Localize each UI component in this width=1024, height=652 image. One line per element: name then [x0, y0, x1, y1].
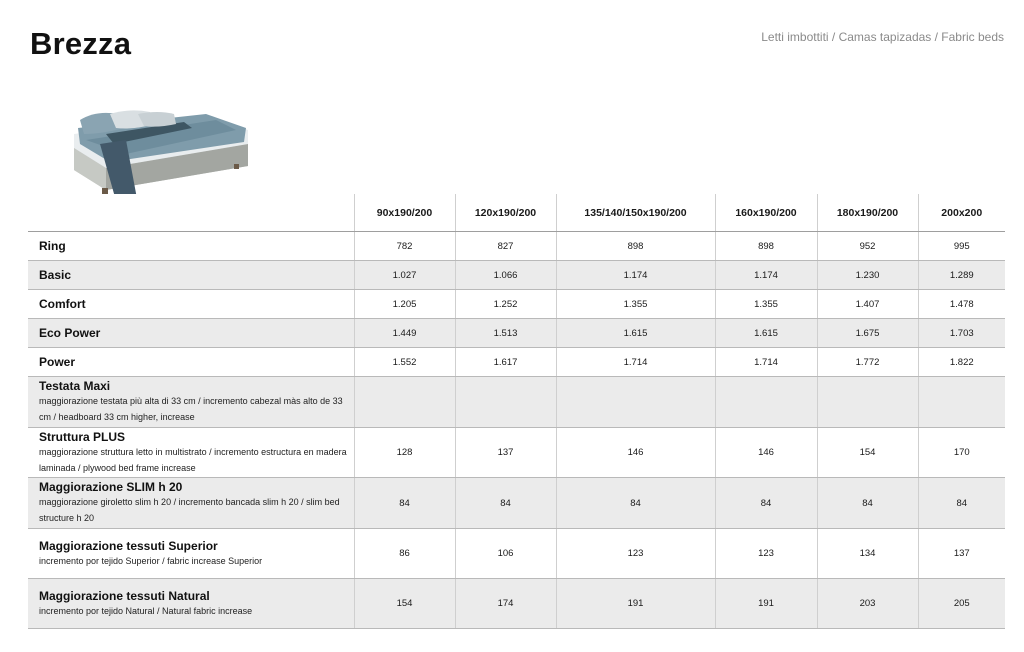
table-row [28, 348, 1005, 377]
price-cell [556, 377, 715, 428]
price-cell [715, 377, 817, 428]
row-label-cell [28, 428, 354, 478]
price-cell: 84 [354, 478, 455, 529]
price-cell: 782 [354, 232, 455, 261]
price-cell: 84 [455, 478, 556, 529]
price-cell: 174 [455, 579, 556, 629]
price-cell: 1.027 [354, 261, 455, 290]
price-cell: 137 [918, 529, 1005, 579]
price-cell: 1.252 [455, 290, 556, 319]
price-cell: 1.407 [817, 290, 918, 319]
price-cell: 84 [817, 478, 918, 529]
price-cell: 1.714 [715, 348, 817, 377]
price-cell: 1.066 [455, 261, 556, 290]
price-cell: 137 [455, 428, 556, 478]
row-label-cell [28, 319, 354, 348]
price-cell: 128 [354, 428, 455, 478]
column-header: 135/140/150x190/200 [556, 194, 715, 232]
row-label-cell [28, 529, 354, 579]
price-cell: 1.822 [918, 348, 1005, 377]
table-row [28, 478, 1005, 529]
price-cell: 1.615 [715, 319, 817, 348]
price-cell: 1.478 [918, 290, 1005, 319]
price-cell: 123 [715, 529, 817, 579]
price-cell: 170 [918, 428, 1005, 478]
price-cell: 952 [817, 232, 918, 261]
row-label: Power [39, 355, 76, 369]
price-cell: 1.675 [817, 319, 918, 348]
price-cell: 898 [715, 232, 817, 261]
price-cell: 898 [556, 232, 715, 261]
price-table [28, 194, 1005, 629]
row-label: Maggiorazione SLIM h 20 [39, 480, 183, 494]
price-cell: 134 [817, 529, 918, 579]
price-cell: 205 [918, 579, 1005, 629]
price-cell: 106 [455, 529, 556, 579]
price-cell: 995 [918, 232, 1005, 261]
column-header: 180x190/200 [817, 194, 918, 232]
category-subtitle: Letti imbottiti / Camas tapizadas / Fabric beds [761, 30, 1004, 44]
price-cell: 1.772 [817, 348, 918, 377]
row-label: Comfort [39, 297, 86, 311]
price-cell: 154 [817, 428, 918, 478]
price-cell: 1.205 [354, 290, 455, 319]
price-cell: 203 [817, 579, 918, 629]
table-row [28, 377, 1005, 428]
price-cell: 1.615 [556, 319, 715, 348]
price-cell: 84 [556, 478, 715, 529]
row-description: maggiorazione struttura letto in multistrato / incremento estructura en madera laminada / plywood bed frame increase [39, 446, 347, 473]
row-label: Ring [39, 239, 66, 253]
price-cell: 1.449 [354, 319, 455, 348]
row-label-cell [28, 261, 354, 290]
row-label-cell [28, 579, 354, 629]
row-label-cell [28, 377, 354, 428]
price-cell: 1.552 [354, 348, 455, 377]
column-header: 160x190/200 [715, 194, 817, 232]
row-label-cell [28, 290, 354, 319]
table-row [28, 261, 1005, 290]
table-row [28, 529, 1005, 579]
table-row [28, 579, 1005, 629]
price-cell [817, 377, 918, 428]
price-cell [918, 377, 1005, 428]
price-cell: 86 [354, 529, 455, 579]
price-cell [455, 377, 556, 428]
price-cell: 1.230 [817, 261, 918, 290]
price-cell: 1.355 [556, 290, 715, 319]
price-cell: 191 [715, 579, 817, 629]
price-cell: 1.714 [556, 348, 715, 377]
page-title: Brezza [30, 26, 132, 61]
row-label: Maggiorazione tessuti Superior [39, 538, 218, 553]
column-header: 120x190/200 [455, 194, 556, 232]
table-row [28, 290, 1005, 319]
price-cell [354, 377, 455, 428]
row-label: Maggiorazione tessuti Natural [39, 588, 210, 603]
row-label: Basic [39, 268, 72, 282]
price-cell: 1.617 [455, 348, 556, 377]
row-label-cell [28, 232, 354, 261]
row-label: Eco Power [39, 326, 101, 340]
row-label: Testata Maxi [39, 379, 111, 393]
header-blank-cell [28, 194, 354, 232]
row-description: incremento por tejido Natural / Natural fabric increase [39, 605, 253, 616]
column-header: 200x200 [918, 194, 1005, 232]
table-row [28, 232, 1005, 261]
price-cell: 84 [918, 478, 1005, 529]
price-cell: 1.355 [715, 290, 817, 319]
price-cell: 191 [556, 579, 715, 629]
price-cell: 1.513 [455, 319, 556, 348]
row-label-cell [28, 478, 354, 529]
price-cell: 827 [455, 232, 556, 261]
price-cell: 1.703 [918, 319, 1005, 348]
price-cell: 1.289 [918, 261, 1005, 290]
row-label: Struttura PLUS [39, 429, 126, 444]
price-cell: 1.174 [556, 261, 715, 290]
row-description: maggiorazione testata più alta di 33 cm / incremento cabezal màs alto de 33 cm / headboard 33 cm higher, increase [39, 396, 343, 422]
price-cell: 84 [715, 478, 817, 529]
row-description: incremento por tejido Superior / fabric increase Superior [39, 555, 263, 566]
price-cell: 1.174 [715, 261, 817, 290]
price-cell: 146 [556, 428, 715, 478]
table-row [28, 428, 1005, 478]
price-cell: 154 [354, 579, 455, 629]
price-cell: 123 [556, 529, 715, 579]
row-label-cell [28, 348, 354, 377]
table-header-row [28, 194, 1005, 232]
column-header: 90x190/200 [354, 194, 455, 232]
row-description: maggiorazione giroletto slim h 20 / incremento bancada slim h 20 / slim bed structure h 20 [39, 497, 340, 523]
table-row [28, 319, 1005, 348]
price-cell: 146 [715, 428, 817, 478]
